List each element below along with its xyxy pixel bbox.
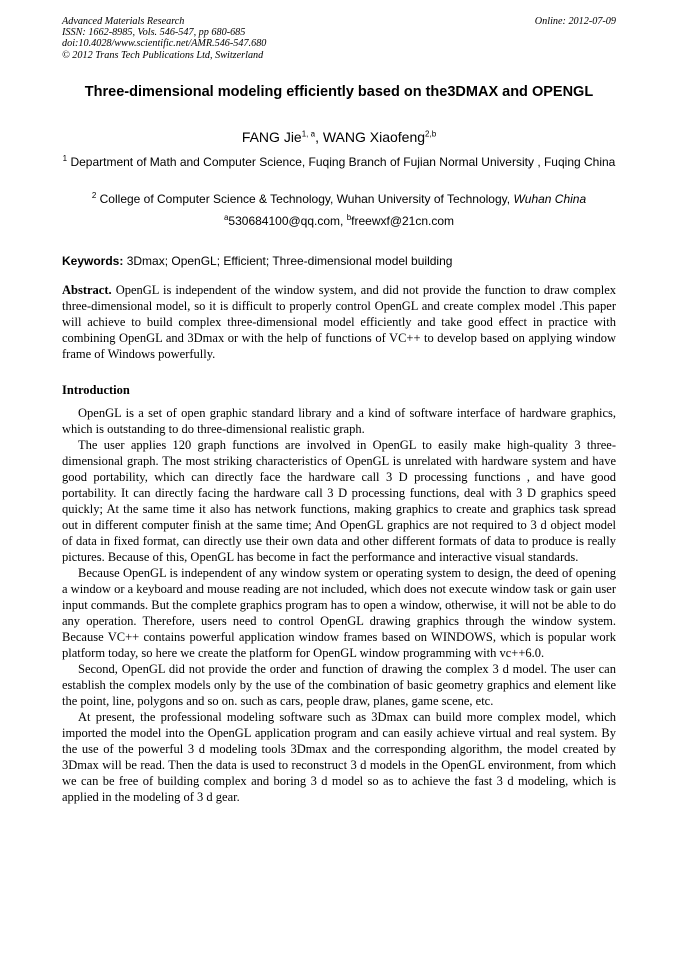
affiliation-2-city: Wuhan China [513, 192, 587, 206]
online-date: Online: 2012-07-09 [534, 16, 616, 27]
email-a: 530684100@qq.com, [228, 214, 347, 228]
abstract-block [62, 282, 616, 362]
paragraph: OpenGL is a set of open graphic standard library and a kind of software interface of hardware graphics, which is outstanding to do three-dimensional realistic graph. [62, 406, 616, 436]
keywords-label: Keywords: [62, 254, 124, 268]
paragraph: At present, the professional modeling software such as 3Dmax can build more complex model, which imported the model into the OpenGL application program and can easily achieve virtual and real system. By the use of the powerful 3 d modeling tools 3Dmax and the corresponding algorithm, the model created by 3Dmax will be read. Then the data is used to reconstruct 3 d models in the OpenGL environment, from which we can be free of building complex and boring 3 d model so as to achieve the fast 3 d modeling, which is applied in the modeling of 3 d gear. [62, 710, 616, 804]
email-a-sup: a [223, 213, 229, 222]
journal-name: Advanced Materials Research [62, 16, 185, 27]
affiliation-1-text: Department of Math and Computer Science, Fuqing Branch of Fujian Normal University , Fuqing China [70, 155, 616, 169]
author-1-sup: 1, a [301, 129, 316, 139]
abstract-text: OpenGL is independent of the window system, and did not provide the function to draw complex three-dimensional model, so it is difficult to properly control OpenGL and create complex model .This paper will achieve to build complex three-dimensional model efficiently and take good effect in practice with combining OpenGL and 3Dmax or with the help of functions of VC++ to develop based on applying window frame of Windows powerfully. [62, 283, 616, 361]
email-b: freewxf@21cn.com [351, 214, 455, 228]
affiliation-1-sup: 1 [62, 154, 68, 163]
paper-title: Three-dimensional modeling efficiently based on the3DMAX and OPENGL [84, 84, 594, 100]
journal-header [62, 16, 362, 61]
doi-line: doi:10.4028/www.scientific.net/AMR.546-547.680 [62, 38, 267, 50]
keywords-text: 3Dmax; OpenGL; Efficient; Three-dimensional model building [123, 254, 453, 268]
email-b-sup: b [346, 213, 352, 222]
author-2-name: WANG Xiaofeng [322, 129, 426, 145]
author-1-name: FANG Jie [241, 129, 302, 145]
introduction-body [62, 405, 616, 805]
affiliation-1 [62, 155, 616, 170]
affiliation-2-sup: 2 [91, 191, 97, 200]
author-2-sup: 2,b [425, 129, 437, 139]
paragraph: Second, OpenGL did not provide the order and function of drawing the complex 3 d model. The user can establish the complex models only by the use of the combination of basic geometry graphics and element like the point, line, polygons and so on. such as cars, people draw, planes, game scene, etc. [62, 662, 616, 708]
affiliation-2 [62, 192, 616, 207]
keywords-block [62, 254, 616, 269]
paragraph: Because OpenGL is independent of any window system or operating system to design, the deed of opening a window or a keyboard and mouse reading are not included, which does not execute window task or gain user input commands. But the complete graphics program has to open a window, otherwise, it will not be able to do any operation. Therefore, users need to control OpenGL drawing graphics through the window system. Because VC++ contains powerful application window frames based on WINDOWS, which is popular work platform today, so here we create the platform for OpenGL window programming with vc++6.0. [62, 566, 617, 660]
affiliation-2-text: College of Computer Science & Technology, Wuhan University of Technology, [99, 192, 514, 206]
section-heading-introduction: Introduction [62, 383, 130, 397]
email-line [62, 214, 616, 229]
abstract-label: Abstract. [62, 283, 112, 297]
author-line [62, 128, 616, 146]
author-separator: , [315, 129, 323, 145]
issn-line: ISSN: 1662-8985, Vols. 546-547, pp 680-685 [62, 27, 246, 39]
paragraph: The user applies 120 graph functions are involved in OpenGL to easily make high-quality 3 three-dimensional graph. The most striking characteristics of OpenGL is unrelated with hardware system and have good portability, which can directly face the hardware call 3 D processing functions , and have good portability. It can directly facing the hardware call 3 D processing functions, deal with 3 D graphics speed quickly; At the same time it also has network functions, making graphics to create and graphics task spread out in different computer finish at the same time; And OpenGL graphics are not required to 3 d object model of data in fixed format, can directly use their own data and other different formats of data to produce is really pictures. Because of this, OpenGL has become in fact the performance and interactive visual standards. [62, 438, 616, 564]
copyright-line: © 2012 Trans Tech Publications Ltd, Switzerland [62, 49, 264, 61]
